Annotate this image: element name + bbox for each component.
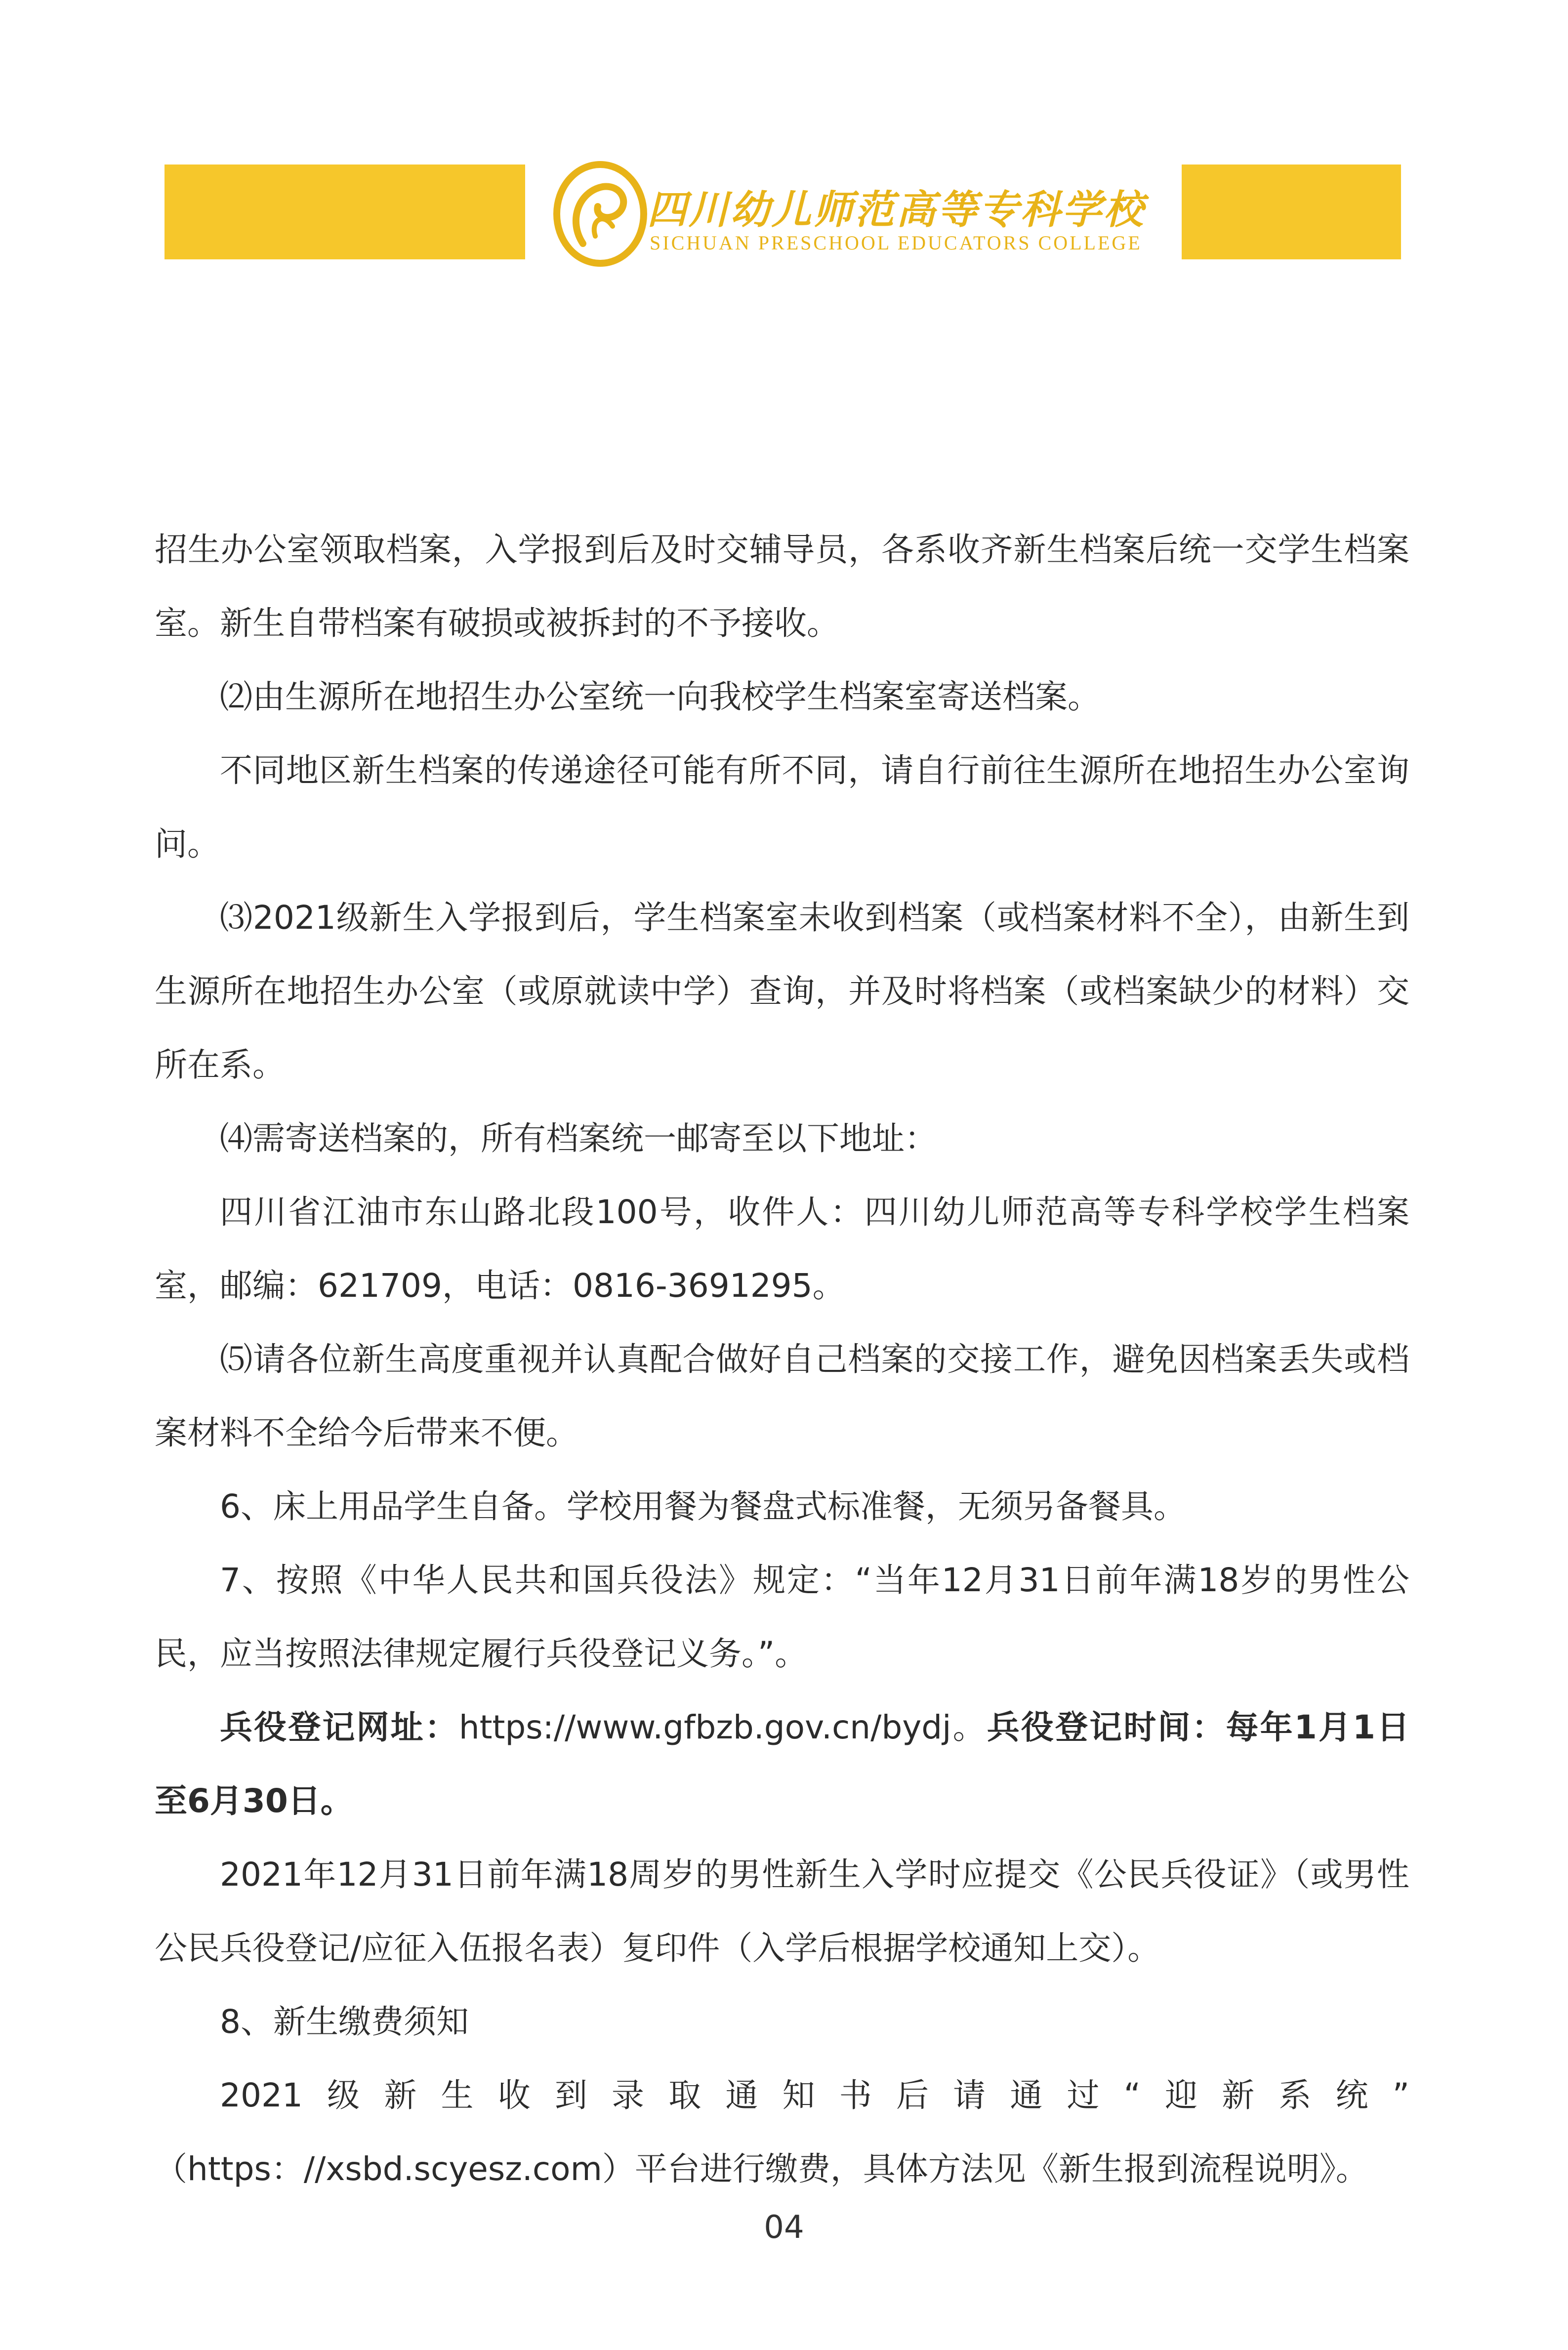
paragraph-military-certificate: 2021年12月31日前年满18周岁的男性新生入学时应提交《公民兵役证》（或男性公民兵役登记/应征入伍报名表）复印件（入学后根据学校通知上交）。 xyxy=(155,1855,1409,1967)
registration-url-label: 兵役登记网址： xyxy=(220,1708,459,1746)
registration-url-link[interactable]: https://www.gfbzb.gov.cn/bydj xyxy=(458,1708,951,1746)
paragraph-military-registration xyxy=(155,1690,1409,1838)
swan-emblem-icon xyxy=(548,157,652,271)
paragraph-fee-line2: （https：//xsbd.scyesz.com）平台进行缴费，具体方法见《新生报到流程说明》。 xyxy=(155,2150,1368,2188)
paragraph-archive-missing: ⑶2021级新生入学报到后，学生档案室未收到档案（或档案材料不全），由新生到生源所在地招生办公室（或原就读中学）查询，并及时将档案（或档案缺少的材料）交所在系。 xyxy=(155,899,1409,1084)
paragraph-archive-pickup: 招生办公室领取档案，入学报到后及时交辅导员，各系收齐新生档案后统一交学生档案室。新生自带档案有破损或被拆封的不予接收。 xyxy=(155,531,1409,642)
paragraph-archive-address: 四川省江油市东山路北段100号，收件人：四川幼儿师范高等专科学校学生档案室，邮编：621709，电话：0816-3691295。 xyxy=(155,1193,1409,1305)
registration-time: 兵役登记时间：每年1月1日至6月30日。 xyxy=(155,1708,1409,1820)
paragraph-archive-address-intro: ⑷需寄送档案的，所有档案统一邮寄至以下地址： xyxy=(220,1119,937,1157)
logo-chinese-name: 四川幼儿师范高等专科学校 xyxy=(647,186,1145,233)
registration-separator: 。 xyxy=(951,1708,987,1746)
paragraph-bedding: 6、床上用品学生自备。学校用餐为餐盘式标准餐，无须另备餐具。 xyxy=(220,1487,1186,1525)
paragraph-military-law: 7、按照《中华人民共和国兵役法》规定：“当年12月31日前年满18岁的男性公民，应当按照法律规定履行兵役登记义务。”。 xyxy=(155,1561,1409,1673)
page-number: 04 xyxy=(764,2209,804,2246)
document-body xyxy=(155,513,1409,2206)
logo-english-name: SICHUAN PRESCHOOL EDUCATORS COLLEGE xyxy=(650,232,1142,254)
paragraph-archive-route: 不同地区新生档案的传递途径可能有所不同，请自行前往生源所在地招生办公室询问。 xyxy=(155,751,1409,863)
paragraph-archive-care: ⑸请各位新生高度重视并认真配合做好自己档案的交接工作，避免因档案丢失或档案材料不全给今后带来不便。 xyxy=(155,1340,1409,1452)
college-logo xyxy=(548,157,1181,271)
header-bar-right xyxy=(1182,165,1401,259)
header-bar-left xyxy=(165,165,525,259)
paragraph-fee-line1: 2021级新生收到录取通知书后请通过“迎新系统” xyxy=(220,2076,1409,2114)
paragraph-archive-mail: ⑵由生源所在地招生办公室统一向我校学生档案室寄送档案。 xyxy=(220,678,1100,716)
paragraph-fee-heading: 8、新生缴费须知 xyxy=(220,2003,469,2041)
